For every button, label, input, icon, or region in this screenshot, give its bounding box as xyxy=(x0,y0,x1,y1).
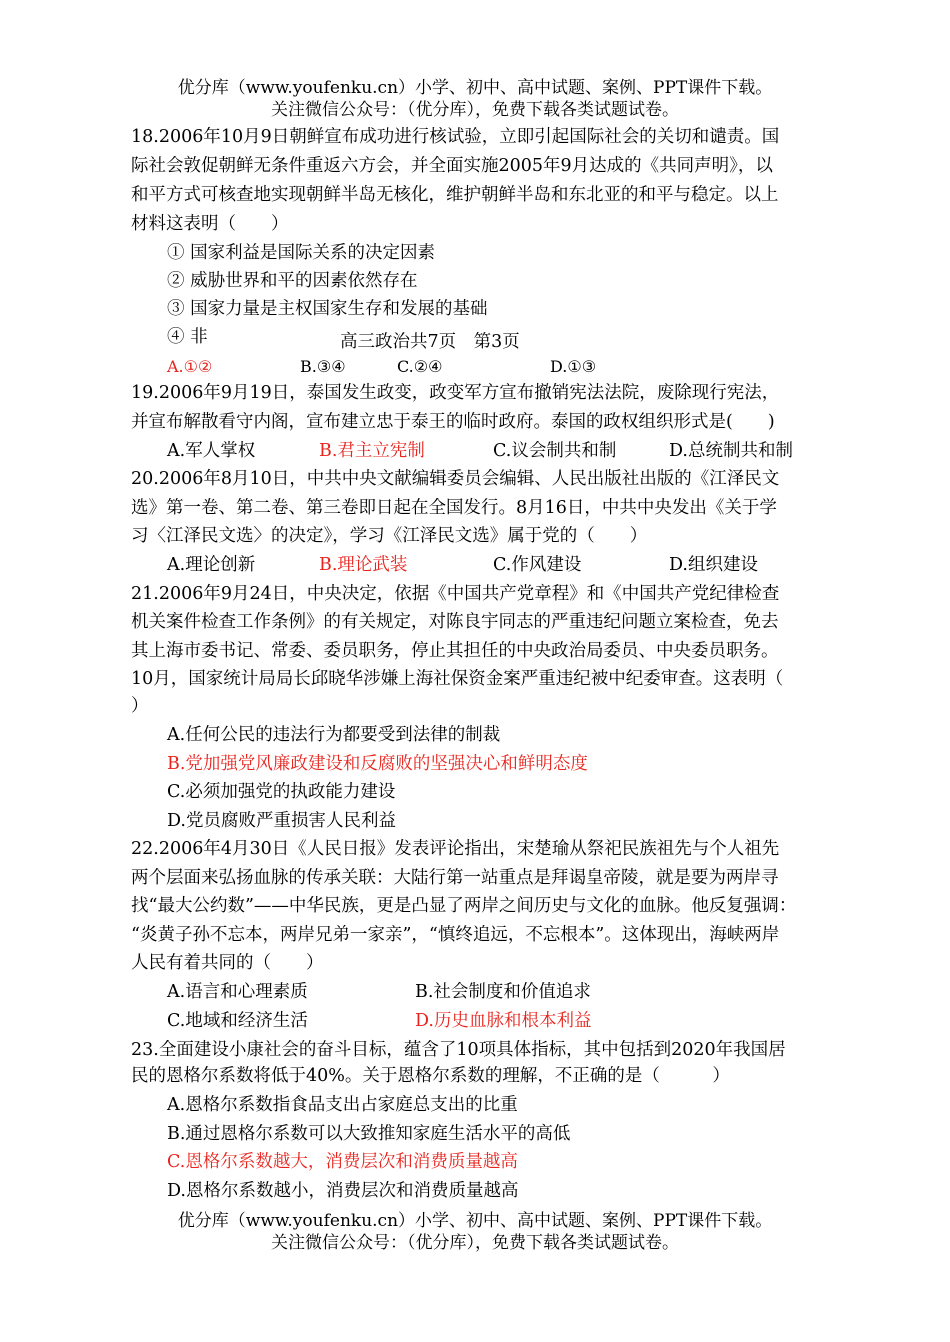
q22-text-line: 两个层面来弘扬血脉的传承关联：大陆行第一站重点是拜谒皇帝陵，就是要为两岸寻 xyxy=(131,868,779,888)
q18-text-line: 材料这表明（ ） xyxy=(131,214,289,234)
q18-option-d: D.①③ xyxy=(550,357,597,376)
q23-option-a: A.恩格尔系数指食品支出占家庭总支出的比重 xyxy=(167,1095,518,1115)
q21-text-line: 21.2006年9月24日，中央决定，依据《中国共产党章程》和《中国共产党纪律检查 xyxy=(131,584,780,604)
q18-text-line: 18.2006年10月9日朝鲜宣布成功进行核试验，立即引起国际社会的关切和谴责。国 xyxy=(131,127,780,147)
footer-line-2: 关注微信公众号：（优分库），免费下载各类试题试卷。 xyxy=(271,1233,679,1253)
q22-text-line: 人民有着共同的（ ） xyxy=(131,953,324,973)
q23-option-d: D.恩格尔系数越小，消费层次和消费质量越高 xyxy=(167,1181,519,1201)
q22-text-line: “炎黄子孙不忘本，两岸兄弟一家亲”，“慎终追远，不忘根本”。这体现出，海峡两岸 xyxy=(131,925,780,945)
header-line-1: 优分库（www.youfenku.cn）小学、初中、高中试题、案例、PPT课件下载。 xyxy=(177,78,773,98)
page-number-label: 高三政治共7页 第3页 xyxy=(340,332,520,352)
q18-option-c: C.②④ xyxy=(397,357,443,376)
q22-option-c: C.地域和经济生活 xyxy=(167,1011,308,1031)
q23-text-line: 23.全面建设小康社会的奋斗目标，蕴含了10项具体指标，其中包括到2020年我国居 xyxy=(131,1040,786,1060)
q20-text-line: 20.2006年8月10日，中共中央文献编辑委员会编辑、人民出版社出版的《江泽民文 xyxy=(131,469,780,489)
q19-option-a: A.军人掌权 xyxy=(167,441,256,461)
q20-option-c: C.作风建设 xyxy=(493,555,582,575)
q19-text-line: 19.2006年9月19日，泰国发生政变，政变军方宣布撤销宪法法院，废除现行宪法， xyxy=(131,383,780,403)
q19-option-b: B.君主立宪制 xyxy=(319,441,425,461)
q21-option-c: C.必须加强党的执政能力建设 xyxy=(167,782,396,802)
q22-text-line: 22.2006年4月30日《人民日报》发表评论指出，宋楚瑜从祭祀民族祖先与个人祖先 xyxy=(131,839,780,859)
header-line-2: 关注微信公众号：（优分库），免费下载各类试题试卷。 xyxy=(271,100,679,120)
q20-option-a: A.理论创新 xyxy=(167,555,256,575)
q18-text-line: 际社会敦促朝鲜无条件重返六方会，并全面实施2005年9月达成的《共同声明》，以 xyxy=(131,156,773,176)
q18-option-b: B.③④ xyxy=(300,357,346,376)
q22-option-d: D.历史血脉和根本利益 xyxy=(415,1011,592,1031)
q22-option-a: A.语言和心理素质 xyxy=(167,982,308,1002)
q21-text-line: 其上海市委书记、常委、委员职务，停止其担任的中央政治局委员、中央委员职务。 xyxy=(131,641,779,661)
q21-option-b: B.党加强党风廉政建设和反腐败的坚强决心和鲜明态度 xyxy=(167,754,588,774)
q22-option-b: B.社会制度和价值追求 xyxy=(415,982,591,1002)
q18-item: ① 国家利益是国际关系的决定因素 xyxy=(167,243,436,263)
q18-item: ③ 国家力量是主权国家生存和发展的基础 xyxy=(167,299,488,319)
q19-option-d: D.总统制共和制 xyxy=(669,441,793,461)
q21-text-line: 10月，国家统计局局长邱晓华涉嫌上海社保资金案严重违纪被中纪委审查。这表明（ xyxy=(131,669,784,689)
q20-option-d: D.组织建设 xyxy=(669,555,758,575)
q19-option-c: C.议会制共和制 xyxy=(493,441,617,461)
q18-option-a: A.①② xyxy=(167,357,213,376)
q18-text-line: 和平方式可核查地实现朝鲜半岛无核化，维护朝鲜半岛和东北亚的和平与稳定。以上 xyxy=(131,185,779,205)
q23-text-line: 民的恩格尔系数将低于40%。关于恩格尔系数的理解，不正确的是（ ） xyxy=(131,1066,730,1086)
q23-option-c: C.恩格尔系数越大，消费层次和消费质量越高 xyxy=(167,1152,518,1172)
q18-item: ② 威胁世界和平的因素依然存在 xyxy=(167,271,418,291)
q20-text-line: 选》第一卷、第二卷、第三卷即日起在全国发行。8月16日，中共中央发出《关于学 xyxy=(131,498,777,518)
q21-option-d: D.党员腐败严重损害人民利益 xyxy=(167,811,396,831)
q23-option-b: B.通过恩格尔系数可以大致推知家庭生活水平的高低 xyxy=(167,1124,571,1144)
q22-text-line: 找“最大公约数”——中华民族，更是凸显了两岸之间历史与文化的血脉。他反复强调： xyxy=(131,896,797,916)
q19-text-line: 并宣布解散看守内阁，宣布建立忠于泰王的临时政府。泰国的政权组织形式是( ) xyxy=(131,412,775,432)
q20-option-b: B.理论武装 xyxy=(319,555,408,575)
footer-line-1: 优分库（www.youfenku.cn）小学、初中、高中试题、案例、PPT课件下载。 xyxy=(177,1211,773,1231)
q21-text-line: ） xyxy=(131,696,149,716)
q20-text-line: 习〈江泽民文选〉的决定》，学习《江泽民文选》属于党的（ ） xyxy=(131,526,648,546)
q21-text-line: 机关案件检查工作条例》的有关规定，对陈良宇同志的严重违纪问题立案检查，免去 xyxy=(131,612,779,632)
q21-option-a: A.任何公民的违法行为都要受到法律的制裁 xyxy=(167,725,501,745)
q18-item-4: ④ 非 xyxy=(167,327,208,347)
